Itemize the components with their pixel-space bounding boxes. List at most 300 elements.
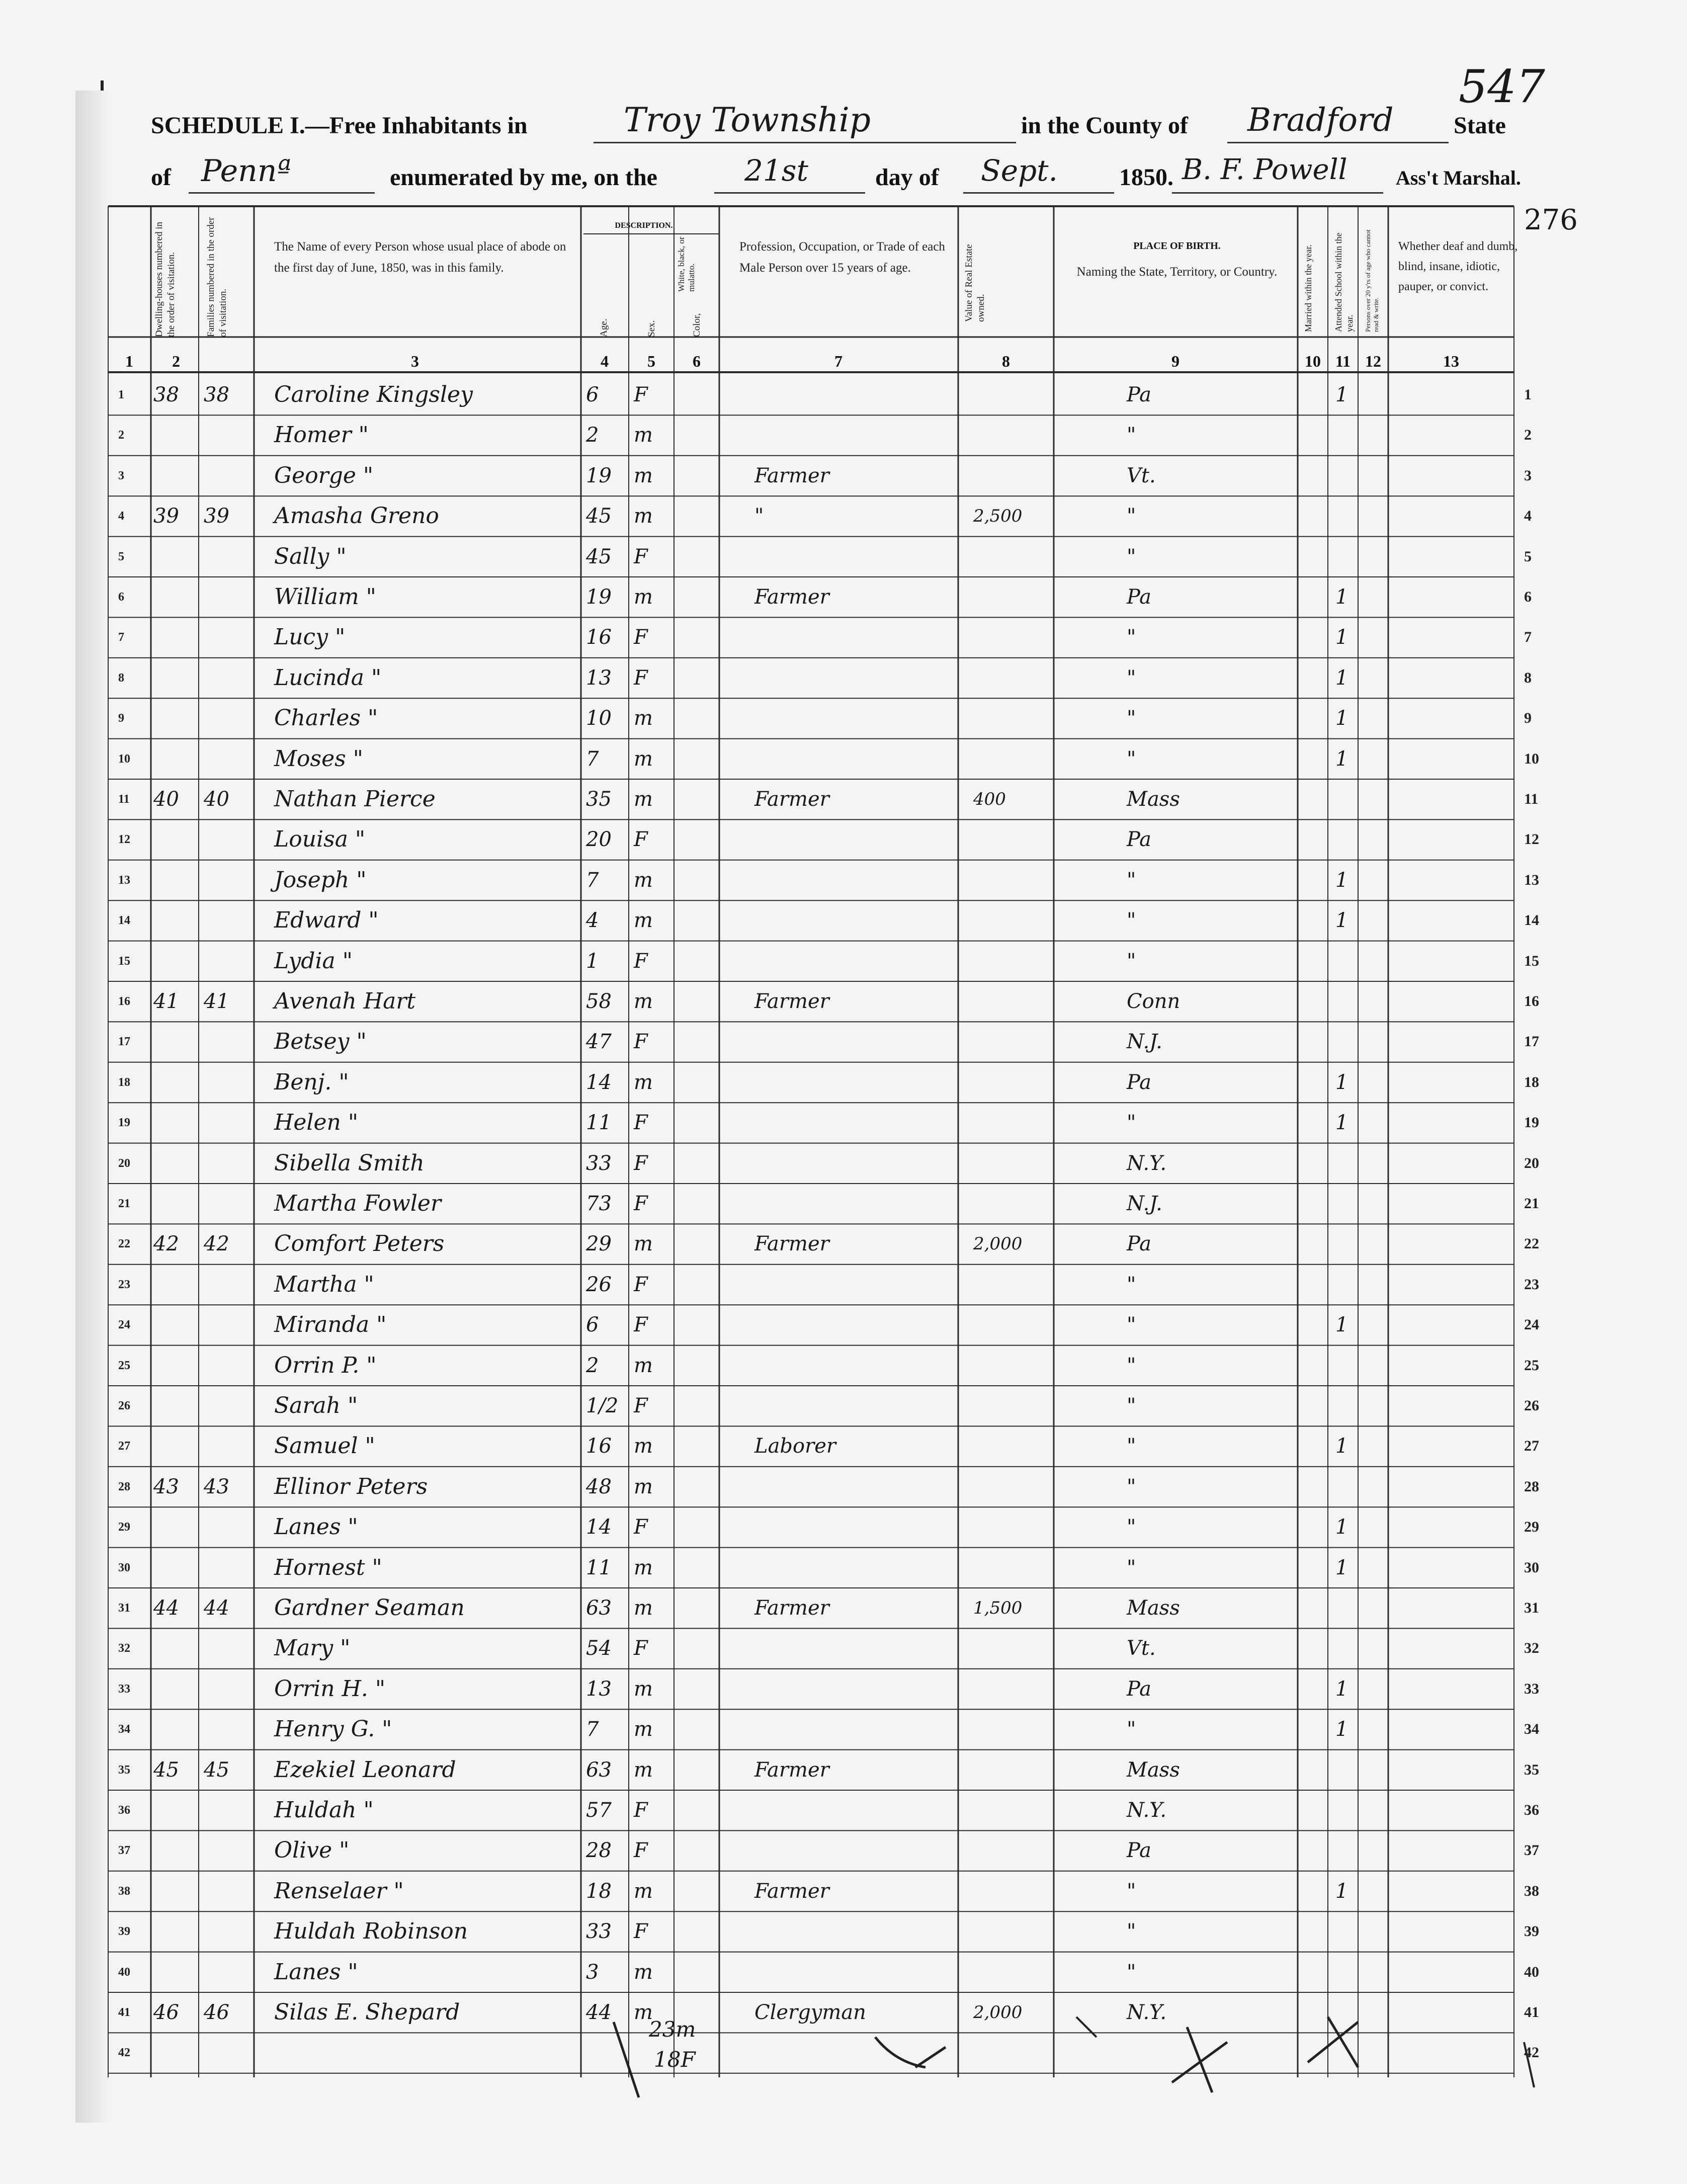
family-number: 45 (204, 1758, 229, 1782)
person-name: Ezekiel Leonard (274, 1756, 456, 1783)
person-age: 33 (586, 1151, 612, 1175)
birthplace: " (1127, 1516, 1136, 1539)
row-number-left: 40 (118, 1965, 130, 1979)
birthplace: Pa (1127, 1677, 1151, 1701)
real-estate-value: 2,500 (973, 506, 1023, 527)
attended-school: 1 (1335, 707, 1348, 730)
person-name: Orrin P. " (274, 1352, 377, 1378)
row-number-left: 2 (118, 429, 124, 442)
person-occupation: Clergyman (754, 2001, 866, 2024)
col7-header: Profession, Occupation, or Trade of each Male Person over 15 years of age. (739, 240, 945, 275)
person-sex: m (634, 424, 653, 447)
birthplace: " (1127, 868, 1136, 892)
person-age: 6 (586, 1313, 599, 1337)
row-number-left: 29 (118, 1521, 130, 1534)
check-mark (1172, 2027, 1227, 2092)
person-age: 58 (586, 990, 612, 1013)
col5-header: Sex. (646, 320, 657, 337)
person-age: 16 (586, 626, 612, 649)
row-number-right: 7 (1524, 629, 1532, 646)
attended-school: 1 (1335, 1516, 1348, 1539)
family-number: 42 (204, 1232, 229, 1256)
person-occupation: Farmer (754, 1758, 829, 1782)
attended-school: 1 (1335, 1677, 1348, 1701)
person-sex: F (634, 626, 648, 649)
column-number: 1 (125, 352, 133, 370)
person-occupation: Laborer (754, 1435, 836, 1458)
row-number-left: 24 (118, 1318, 130, 1332)
person-occupation: Farmer (754, 990, 829, 1013)
family-number: 41 (204, 990, 229, 1013)
birthplace: " (1127, 1313, 1136, 1337)
person-sex: F (634, 1273, 648, 1296)
column-number: 8 (1002, 352, 1010, 370)
person-sex: m (634, 990, 653, 1013)
person-name: Renselaer " (274, 1878, 404, 1904)
birthplace: Pa (1127, 1232, 1151, 1256)
person-name: Martha " (274, 1271, 374, 1297)
family-number: 38 (204, 383, 229, 406)
person-sex: F (634, 383, 648, 406)
person-sex: F (634, 1151, 648, 1175)
check-mark (915, 2047, 946, 2067)
row-number-right: 4 (1524, 508, 1532, 525)
row-number-right: 18 (1524, 1073, 1539, 1090)
person-sex: F (634, 1030, 648, 1054)
county-value: Bradford (1247, 102, 1394, 139)
person-age: 1 (586, 949, 599, 973)
check-mark (614, 2022, 639, 2097)
row-number-left: 39 (118, 1925, 130, 1939)
person-occupation: Farmer (754, 464, 829, 487)
row-number-left: 14 (118, 914, 130, 928)
family-number: 44 (204, 1597, 229, 1620)
person-sex: F (634, 949, 648, 973)
person-age: 7 (586, 1718, 599, 1741)
person-sex: m (634, 1677, 653, 1701)
day-of-label: day of (875, 164, 939, 191)
birthplace: Vt. (1127, 1637, 1156, 1660)
birthplace: " (1127, 1273, 1136, 1296)
row-number-left: 9 (118, 712, 124, 725)
marshal-label: Ass't Marshal. (1396, 166, 1521, 189)
person-occupation: Farmer (754, 1879, 829, 1903)
person-age: 57 (586, 1799, 612, 1822)
row-number-left: 37 (118, 1844, 130, 1858)
column-number: 11 (1335, 352, 1351, 370)
person-sex: F (634, 1394, 648, 1417)
marshal-name: B. F. Powell (1182, 153, 1347, 186)
person-age: 35 (586, 788, 612, 811)
dwelling-number: 43 (153, 1475, 179, 1498)
row-number-right: 15 (1524, 952, 1539, 969)
person-age: 11 (586, 1111, 612, 1135)
col6-prefix: Color, (692, 313, 702, 337)
dwelling-number: 44 (153, 1597, 179, 1620)
person-age: 2 (586, 424, 599, 447)
col9-title: PLACE OF BIRTH. (1133, 240, 1221, 251)
family-number: 46 (204, 2001, 229, 2024)
person-age: 54 (586, 1637, 612, 1660)
person-age: 2 (586, 1354, 599, 1377)
person-sex: F (634, 666, 648, 690)
row-number-left: 11 (118, 793, 130, 806)
person-name: Louisa " (274, 826, 366, 853)
of-label: of (151, 164, 171, 191)
row-number-left: 7 (118, 631, 124, 644)
person-age: 45 (586, 505, 612, 528)
birthplace: " (1127, 666, 1136, 690)
person-name: Henry G. " (274, 1716, 392, 1742)
birthplace: N.Y. (1127, 1151, 1167, 1175)
person-name: Miranda " (274, 1312, 387, 1338)
row-number-right: 39 (1524, 1923, 1539, 1940)
birthplace: " (1127, 626, 1136, 649)
birthplace: " (1127, 747, 1136, 771)
person-age: 20 (586, 828, 612, 852)
col4-header: Age. (599, 318, 609, 337)
person-age: 47 (586, 1030, 612, 1054)
township-value: Troy Township (624, 101, 871, 139)
row-number-left: 35 (118, 1763, 130, 1777)
person-age: 16 (586, 1435, 612, 1458)
person-name: Helen " (274, 1110, 359, 1136)
birthplace: " (1127, 1556, 1136, 1579)
person-age: 7 (586, 868, 599, 892)
person-age: 18 (586, 1879, 612, 1903)
birthplace: " (1127, 1960, 1136, 1984)
person-name: Lanes " (274, 1514, 358, 1540)
col3-header: The Name of every Person whose usual place of abode on the first day of June, 1850, was in this family. (274, 240, 566, 275)
real-estate-value: 2,000 (973, 1234, 1023, 1254)
row-number-right: 32 (1524, 1640, 1539, 1657)
person-age: 48 (586, 1475, 612, 1498)
person-age: 19 (586, 464, 612, 487)
birthplace: " (1127, 1475, 1136, 1498)
person-name: Martha Fowler (274, 1191, 441, 1216)
birthplace: " (1127, 909, 1136, 933)
person-sex: m (634, 909, 653, 933)
row-number-left: 21 (118, 1197, 130, 1210)
state-label: State (1454, 112, 1506, 139)
dwelling-number: 39 (153, 505, 179, 528)
check-mark (1076, 2017, 1096, 2037)
row-number-right: 38 (1524, 1882, 1539, 1899)
row-number-right: 33 (1524, 1680, 1539, 1697)
row-number-right: 25 (1524, 1357, 1539, 1374)
column-number: 9 (1171, 352, 1179, 370)
birthplace: " (1127, 545, 1136, 568)
check-mark (1308, 2017, 1358, 2067)
person-occupation: " (754, 505, 764, 528)
person-name: Mary " (274, 1635, 351, 1661)
birthplace: " (1127, 1920, 1136, 1944)
row-number-right: 17 (1524, 1033, 1539, 1050)
person-name: Orrin H. " (274, 1675, 386, 1702)
attended-school: 1 (1335, 1556, 1348, 1579)
tally-males: 23m (649, 2017, 696, 2042)
column-number: 3 (411, 352, 419, 370)
col11-header: Attended School within the year. (1333, 232, 1355, 332)
row-number-left: 28 (118, 1480, 130, 1493)
person-name: Lanes " (274, 1959, 358, 1985)
row-number-left: 33 (118, 1682, 130, 1696)
birthplace: " (1127, 1111, 1136, 1135)
description-header: DESCRIPTION. (615, 221, 673, 230)
col9-header: Naming the State, Territory, or Country. (1076, 265, 1278, 279)
birthplace: Mass (1127, 788, 1180, 811)
person-sex: F (634, 1637, 648, 1660)
row-number-left: 31 (118, 1602, 130, 1615)
person-age: 14 (586, 1516, 612, 1539)
attended-school: 1 (1335, 383, 1348, 406)
row-number-right: 13 (1524, 871, 1539, 888)
row-number-right: 2 (1524, 427, 1532, 444)
row-number-left: 42 (118, 2046, 130, 2060)
row-number-right: 42 (1524, 2044, 1539, 2061)
row-number-right: 11 (1524, 791, 1539, 807)
person-sex: F (634, 1111, 648, 1135)
row-number-right: 26 (1524, 1397, 1539, 1414)
person-sex: m (634, 1758, 653, 1782)
person-name: Benj. " (274, 1069, 349, 1095)
birthplace: " (1127, 949, 1136, 973)
person-name: Olive " (274, 1837, 350, 1864)
person-sex: F (634, 1516, 648, 1539)
person-name: Joseph " (274, 867, 367, 893)
real-estate-value: 2,000 (973, 2002, 1023, 2023)
person-name: Lucy " (274, 624, 346, 650)
col8-header: Value of Real Estate owned. (964, 244, 986, 322)
attended-school: 1 (1335, 626, 1348, 649)
person-age: 14 (586, 1070, 612, 1094)
column-number: 13 (1443, 352, 1459, 370)
row-number-right: 21 (1524, 1195, 1539, 1212)
row-number-left: 30 (118, 1561, 130, 1574)
person-sex: m (634, 747, 653, 771)
person-age: 1/2 (586, 1394, 619, 1417)
attended-school: 1 (1335, 1718, 1348, 1741)
check-mark (1524, 2042, 1534, 2087)
tally-females: 18F (654, 2047, 696, 2072)
column-number: 4 (601, 352, 609, 370)
person-age: 3 (586, 1960, 599, 1984)
person-name: Charles " (274, 705, 378, 731)
person-age: 10 (586, 707, 612, 730)
row-number-left: 17 (118, 1035, 130, 1049)
row-number-left: 3 (118, 469, 124, 482)
row-number-left: 20 (118, 1156, 130, 1170)
person-sex: F (634, 1192, 648, 1215)
birthplace: N.Y. (1127, 2001, 1167, 2024)
col10-header: Married within the year. (1303, 244, 1313, 332)
row-number-right: 22 (1524, 1235, 1539, 1252)
person-age: 33 (586, 1920, 612, 1944)
person-sex: m (634, 868, 653, 892)
check-mark (875, 2037, 925, 2067)
row-number-right: 40 (1524, 1963, 1539, 1980)
row-number-right: 41 (1524, 2004, 1539, 2021)
row-number-right: 5 (1524, 548, 1532, 565)
row-number-right: 20 (1524, 1154, 1539, 1171)
row-number-right: 10 (1524, 750, 1539, 767)
county-label: in the County of (1021, 112, 1189, 139)
birthplace: Pa (1127, 828, 1151, 852)
row-number-left: 32 (118, 1642, 130, 1655)
attended-school: 1 (1335, 1879, 1348, 1903)
person-name: Samuel " (274, 1433, 375, 1459)
person-name: Caroline Kingsley (274, 382, 473, 407)
row-number-right: 9 (1524, 710, 1532, 727)
person-name: Lucinda " (274, 664, 382, 691)
row-number-left: 23 (118, 1278, 130, 1291)
person-sex: m (634, 585, 653, 609)
person-sex: m (634, 1718, 653, 1741)
column-number: 12 (1365, 352, 1381, 370)
birthplace: N.J. (1127, 1030, 1162, 1054)
row-number-left: 4 (118, 510, 124, 523)
person-name: Homer " (274, 422, 369, 448)
person-age: 4 (586, 909, 599, 933)
birthplace: Mass (1127, 1758, 1180, 1782)
year-label: 1850. (1119, 164, 1173, 191)
birthplace: Conn (1127, 990, 1180, 1013)
person-name: Sarah " (274, 1393, 358, 1418)
row-number-right: 24 (1524, 1316, 1539, 1333)
col12-header: Persons over 20 y'rs of age who cannot read & write. (1364, 229, 1380, 332)
column-number: 7 (834, 352, 842, 370)
family-number: 40 (204, 788, 229, 811)
person-name: Ellinor Peters (274, 1473, 428, 1499)
row-number-left: 34 (118, 1723, 130, 1736)
day-value: 21st (744, 153, 808, 188)
row-number-left: 26 (118, 1399, 130, 1412)
person-occupation: Farmer (754, 585, 829, 609)
person-sex: m (634, 1232, 653, 1256)
row-number-right: 19 (1524, 1114, 1539, 1131)
row-number-left: 18 (118, 1075, 130, 1089)
row-number-left: 1 (118, 388, 124, 401)
row-number-right: 29 (1524, 1519, 1539, 1536)
person-age: 45 (586, 545, 612, 568)
row-number-right: 28 (1524, 1478, 1539, 1495)
person-name: Sally " (274, 543, 347, 569)
row-number-left: 19 (118, 1116, 130, 1130)
birthplace: " (1127, 1394, 1136, 1417)
person-name: Hornest " (274, 1554, 382, 1580)
person-age: 6 (586, 383, 599, 406)
birthplace: Pa (1127, 585, 1151, 609)
dwelling-number: 40 (153, 788, 179, 811)
person-age: 63 (586, 1758, 612, 1782)
column-number: 10 (1305, 352, 1321, 370)
birthplace: N.J. (1127, 1192, 1162, 1215)
person-occupation: Farmer (754, 1597, 829, 1620)
birthplace: " (1127, 505, 1136, 528)
person-age: 44 (586, 2001, 612, 2024)
attended-school: 1 (1335, 585, 1348, 609)
person-sex: F (634, 1799, 648, 1822)
footer-check-marks (594, 2007, 1549, 2108)
person-name: Gardner Seaman (274, 1595, 465, 1621)
person-name: Edward " (274, 907, 379, 934)
person-sex: m (634, 1354, 653, 1377)
person-sex: m (634, 1435, 653, 1458)
person-name: Nathan Pierce (274, 786, 436, 812)
person-age: 29 (586, 1232, 612, 1256)
row-number-right: 1 (1524, 386, 1532, 403)
dwelling-number: 41 (153, 990, 179, 1013)
person-age: 13 (586, 666, 612, 690)
person-sex: m (634, 464, 653, 487)
row-number-right: 8 (1524, 669, 1532, 686)
person-age: 11 (586, 1556, 612, 1579)
person-sex: F (634, 545, 648, 568)
birthplace: Pa (1127, 383, 1151, 406)
person-name: Amasha Greno (274, 503, 439, 529)
person-sex: m (634, 1879, 653, 1903)
row-number-left: 13 (118, 873, 130, 887)
row-number-right: 34 (1524, 1721, 1539, 1738)
enumerated-label: enumerated by me, on the (390, 164, 657, 191)
attended-school: 1 (1335, 868, 1348, 892)
side-number: 276 (1524, 204, 1578, 236)
col2-header: Families numbered in the order of visitation. (206, 217, 228, 337)
person-sex: m (634, 2001, 653, 2024)
column-number: 5 (647, 352, 655, 370)
birthplace: Mass (1127, 1597, 1180, 1620)
row-number-left: 36 (118, 1804, 130, 1817)
column-number: 6 (693, 352, 701, 370)
birthplace: " (1127, 1435, 1136, 1458)
row-number-left: 12 (118, 833, 130, 847)
person-age: 19 (586, 585, 612, 609)
person-age: 73 (586, 1192, 612, 1215)
state-value: Pennª (201, 153, 291, 189)
person-sex: m (634, 505, 653, 528)
row-number-left: 6 (118, 591, 124, 604)
family-number: 39 (204, 505, 229, 528)
person-age: 26 (586, 1273, 612, 1296)
page-number: 547 (1459, 60, 1545, 113)
row-number-right: 6 (1524, 589, 1532, 605)
month-value: Sept. (981, 153, 1058, 188)
row-number-left: 41 (118, 2006, 130, 2019)
row-number-left: 25 (118, 1359, 130, 1372)
dwelling-number: 42 (153, 1232, 179, 1256)
person-sex: m (634, 788, 653, 811)
column-number: 2 (172, 352, 180, 370)
col1-header: Dwelling-houses numbered in the order of visitation. (154, 221, 177, 337)
real-estate-value: 1,500 (973, 1598, 1023, 1618)
row-number-left: 27 (118, 1440, 130, 1453)
row-number-left: 16 (118, 995, 130, 1008)
person-sex: m (634, 1070, 653, 1094)
person-name: Comfort Peters (274, 1231, 445, 1257)
person-sex: F (634, 1313, 648, 1337)
person-name: Sibella Smith (274, 1150, 425, 1176)
birthplace: " (1127, 1718, 1136, 1741)
person-name: Betsey " (274, 1029, 367, 1055)
attended-school: 1 (1335, 1435, 1348, 1458)
person-sex: F (634, 1920, 648, 1944)
birthplace: Pa (1127, 1070, 1151, 1094)
row-number-right: 14 (1524, 912, 1539, 929)
row-number-right: 3 (1524, 467, 1532, 484)
row-number-right: 30 (1524, 1559, 1539, 1576)
col6-header: White, black, or mulatto. (677, 236, 696, 292)
row-number-right: 12 (1524, 831, 1539, 848)
